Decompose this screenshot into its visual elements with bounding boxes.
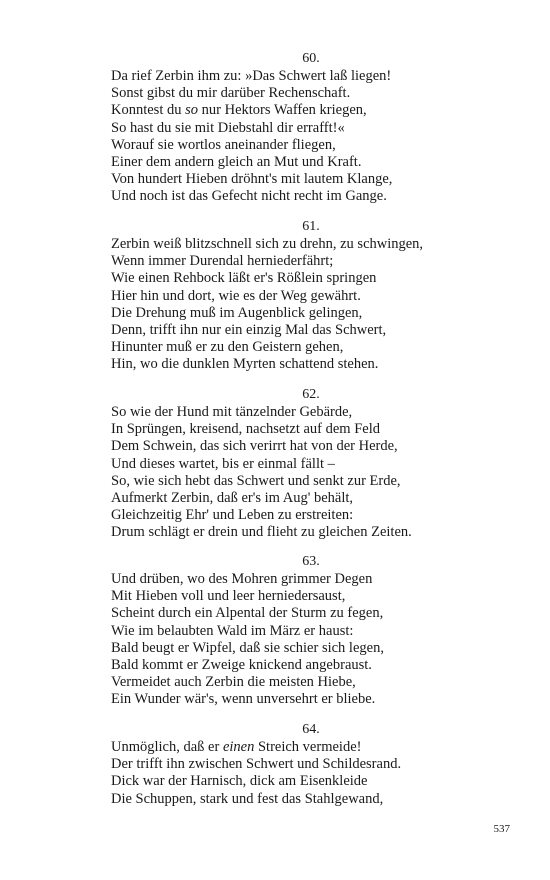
stanza-62 <box>111 387 511 542</box>
verse-line: Sonst gibst du mir darüber Rechenschaft. <box>111 85 351 102</box>
stanza-number: 61. <box>302 219 320 234</box>
stanza-number: 64. <box>302 722 320 737</box>
verse-line: Hinunter muß er zu den Geistern gehen, <box>111 339 344 356</box>
verse-line: Unmöglich, daß er einen Streich vermeide! <box>111 739 362 755</box>
stanza-61 <box>111 219 511 374</box>
verse-line: Vermeidet auch Zerbin die meisten Hiebe, <box>111 674 356 691</box>
verse-line: Dick war der Harnisch, dick am Eisenkleide <box>111 773 368 790</box>
verse-line: Wie einen Rehbock läßt er's Rößlein springen <box>111 270 377 287</box>
verse-line: Da rief Zerbin ihm zu: »Das Schwert laß liegen! <box>111 68 392 84</box>
verse-line: Hin, wo die dunklen Myrten schattend stehen. <box>111 356 379 373</box>
verse-line: Mit Hieben voll und leer herniedersaust, <box>111 588 346 605</box>
verse-line: Dem Schwein, das sich verirrt hat von der Herde, <box>111 438 398 455</box>
verse-line: Und noch ist das Gefecht nicht recht im Gange. <box>111 188 387 205</box>
verse-line: Und drüben, wo des Mohren grimmer Degen <box>111 571 373 587</box>
verse-line: Wenn immer Durendal herniederfährt; <box>111 253 334 270</box>
verse-line: So, wie sich hebt das Schwert und senkt zur Erde, <box>111 472 401 489</box>
verse-line: Von hundert Hieben dröhnt's mit lautem Klange, <box>111 171 393 188</box>
verse-line: Worauf sie wortlos aneinander fliegen, <box>111 136 336 153</box>
stanza-64 <box>111 722 511 808</box>
verse-line: Wie im belaubten Wald im März er haust: <box>111 622 354 639</box>
stanza-number: 62. <box>302 387 320 402</box>
page-number: 537 <box>493 823 510 835</box>
verse-line: Aufmerkt Zerbin, daß er's im Aug' behält, <box>111 489 353 506</box>
stanza-60 <box>111 51 511 206</box>
verse-line: Konntest du so nur Hektors Waffen kriegen, <box>111 102 367 119</box>
stanza-number: 60. <box>302 51 320 66</box>
verse-line: So wie der Hund mit tänzelnder Gebärde, <box>111 404 353 420</box>
verse-line: Bald kommt er Zweige knickend angebraust. <box>111 656 372 673</box>
verse-line: Bald beugt er Wipfel, daß sie schier sich legen, <box>111 639 384 656</box>
stanza-number: 63. <box>302 554 320 569</box>
verse-line: Die Drehung muß im Augenblick gelingen, <box>111 304 363 321</box>
stanza-63 <box>111 554 511 709</box>
verse-line: Der trifft ihn zwischen Schwert und Schildesrand. <box>111 756 402 773</box>
verse-line: Gleichzeitig Ehr' und Leben zu erstreiten: <box>111 507 354 524</box>
verse-line: Scheint durch ein Alpental der Sturm zu fegen, <box>111 605 384 622</box>
verse-line: Zerbin weiß blitzschnell sich zu drehn, zu schwingen, <box>111 236 424 252</box>
verse-line: Und dieses wartet, bis er einmal fällt – <box>111 455 335 472</box>
verse-line: Denn, trifft ihn nur ein einzig Mal das Schwert, <box>111 321 387 338</box>
verse-line: So hast du sie mit Diebstahl dir errafft!« <box>111 119 345 136</box>
verse-line: Einer dem andern gleich an Mut und Kraft. <box>111 153 362 170</box>
verse-line: Die Schuppen, stark und fest das Stahlgewand, <box>111 790 384 807</box>
verse-line: In Sprüngen, kreisend, nachsetzt auf dem Feld <box>111 421 380 438</box>
verse-line: Drum schlägt er drein und flieht zu gleichen Zeiten. <box>111 524 412 541</box>
verse-line: Hier hin und dort, wie es der Weg gewährt. <box>111 287 361 304</box>
verse-line: Ein Wunder wär's, wenn unversehrt er bliebe. <box>111 691 376 708</box>
